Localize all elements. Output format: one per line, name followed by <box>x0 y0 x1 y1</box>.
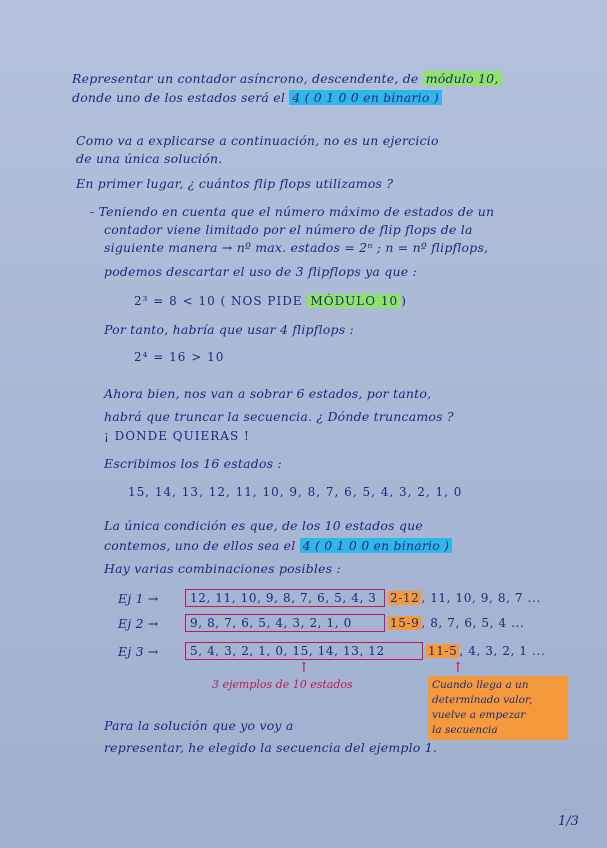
example-3-label: Ej 3 → <box>118 644 159 659</box>
para3-line-1: Ahora bien, nos van a sobrar 6 estados, por tanto, <box>104 386 432 401</box>
para4-line-2: contemos, uno de ellos sea el 4 ( 0 1 0 0 en binario ) <box>104 538 452 553</box>
highlight-state-4-again: 4 ( 0 1 0 0 en binario ) <box>300 538 453 553</box>
equation-2: 2⁴ = 16 > 10 <box>134 350 225 364</box>
highlight-state-4: 4 ( 0 1 0 0 en binario ) <box>289 90 442 105</box>
bullet-line-1: - Teniendo en cuenta que el número máximo de estados de un <box>90 204 495 219</box>
para2-line-1: Como va a explicarse a continuación, no es un ejercicio <box>76 133 439 148</box>
para2-line-2: de una única solución. <box>76 151 223 166</box>
example-3-continuation: 11-5 , 4, 3, 2, 1 ... <box>428 644 546 658</box>
equation-1: 2³ = 8 < 10 ( NOS PIDE MÓDULO 10 ) <box>134 294 407 308</box>
examples-note: 3 ejemplos de 10 estados <box>212 678 353 691</box>
combos-label: Hay varias combinaciones posibles : <box>104 561 341 576</box>
states-label: Escribimos los 16 estados : <box>104 456 282 471</box>
example-2-continuation: 15-9 , 8, 7, 6, 5, 4 ... <box>390 616 525 630</box>
intro-line-2: donde uno de los estados será el 4 ( 0 1 0 0 en binario ) <box>72 90 442 105</box>
up-arrow-icon-2: ↑ <box>452 660 464 676</box>
question: En primer lugar, ¿ cuántos flip flops utilizamos ? <box>76 176 394 191</box>
restart-note: Cuando llega a un determinado valor, vuelve a empezar la secuencia <box>428 676 568 740</box>
intro-line-1: Representar un contador asíncrono, descendente, de módulo 10, <box>72 71 502 86</box>
bullet-line-2: contador viene limitado por el número de flip flops de la <box>104 222 473 237</box>
para3-line-2: habrá que truncar la secuencia. ¿ Dónde truncamos ? <box>104 409 454 424</box>
bullet-line-4: podemos descartar el uso de 3 flipflops ya que : <box>104 264 417 279</box>
example-1-label: Ej 1 → <box>118 591 159 606</box>
states-sequence: 15, 14, 13, 12, 11, 10, 9, 8, 7, 6, 5, 4, 3, 2, 1, 0 <box>128 485 463 499</box>
example-2-box: 9, 8, 7, 6, 5, 4, 3, 2, 1, 0 <box>185 614 385 632</box>
bullet-line-3: siguiente manera → nº max. estados = 2ⁿ ; n = nº flipflops, <box>104 240 489 255</box>
closing-line-2: representar, he elegido la secuencia del ejemplo 1. <box>104 740 438 755</box>
example-1-box: 12, 11, 10, 9, 8, 7, 6, 5, 4, 3 <box>185 589 385 607</box>
highlight-modulo: módulo 10, <box>423 71 502 86</box>
para4-line-1: La única condición es que, de los 10 estados que <box>104 518 423 533</box>
example-3-highlight: 11-5 <box>428 644 458 658</box>
therefore-line: Por tanto, habría que usar 4 flipflops : <box>104 322 354 337</box>
closing-line-1: Para la solución que yo voy a <box>104 718 294 733</box>
up-arrow-icon: ↑ <box>298 660 310 676</box>
example-2-label: Ej 2 → <box>118 616 159 631</box>
example-1-highlight: 2-12 <box>390 591 420 605</box>
example-3-box: 5, 4, 3, 2, 1, 0, 15, 14, 13, 12 <box>185 642 423 660</box>
example-2-highlight: 15-9 <box>390 616 420 630</box>
page-number: 1/3 <box>558 814 579 829</box>
highlight-modulo-10: MÓDULO 10 <box>307 294 401 308</box>
example-1-continuation: 2-12 , 11, 10, 9, 8, 7 ... <box>390 591 541 605</box>
para3-line-3: ¡ DONDE QUIERAS ! <box>104 429 250 443</box>
